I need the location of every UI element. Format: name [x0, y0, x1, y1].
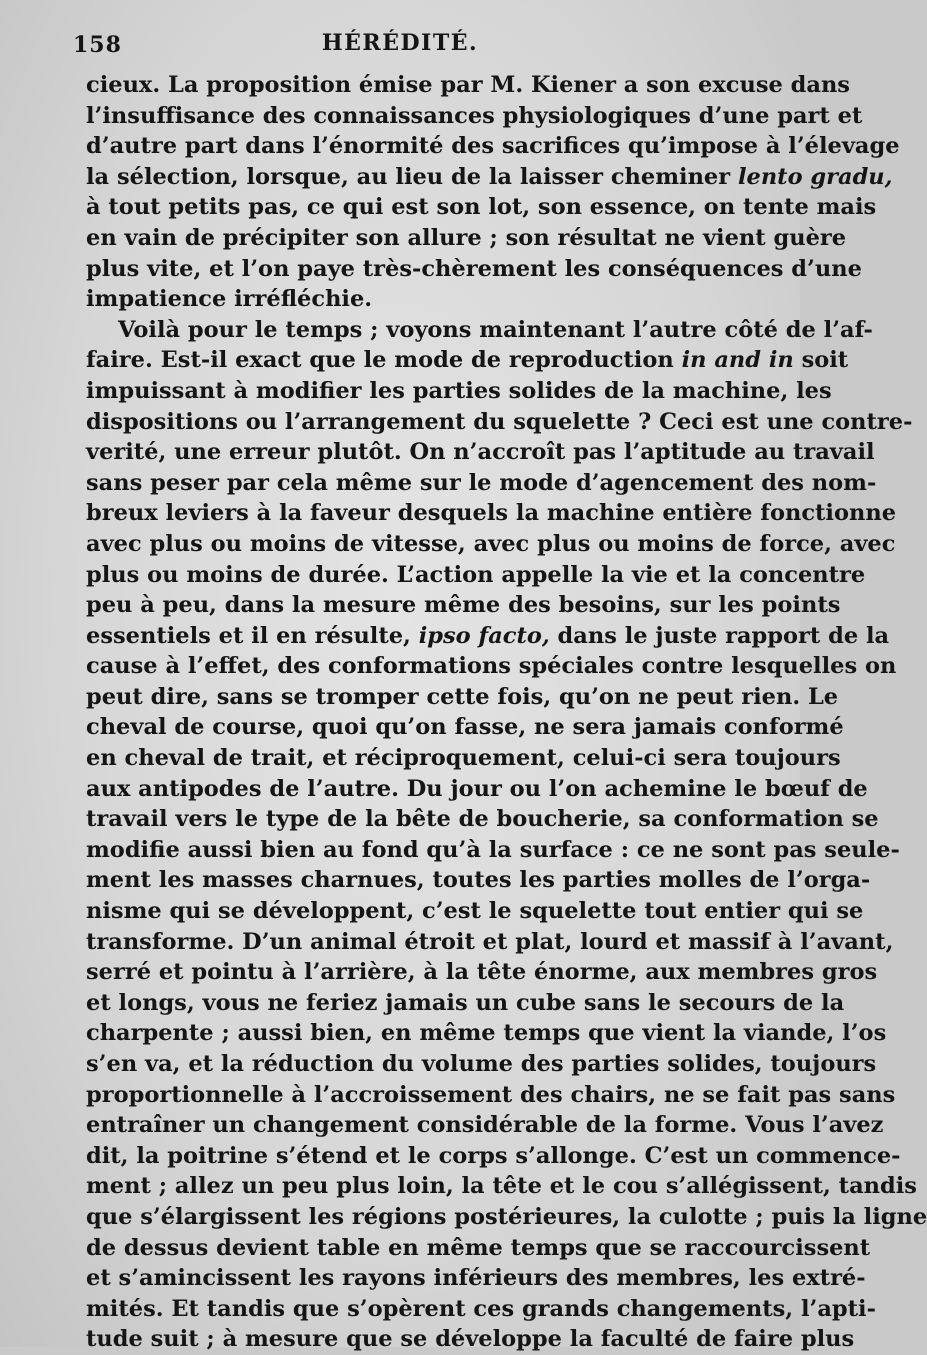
text-line: plus vite, et l’on paye très-chèrement les conséquences d’une [86, 255, 862, 282]
text-segment: essentiels et il en résulte, [86, 622, 411, 649]
text-segment: dans le juste rapport de la [549, 622, 890, 649]
text-line: breux leviers à la faveur desquels la machine entière fonctionne [86, 500, 897, 527]
text-line: impatience irréfléchie. [86, 286, 373, 313]
text-line: sans peser par cela même sur le mode d’agencement des nom- [86, 469, 877, 496]
text-line: s’en va, et la réduction du volume des parties solides, toujours [86, 1051, 877, 1077]
text-line: et longs, vous ne feriez jamais un cube sans le secours de la [86, 989, 845, 1016]
text-line: en vain de précipiter son allure ; son résultat ne vient guère [86, 224, 847, 251]
text-line: avec plus ou moins de vitesse, avec plus ou moins de force, avec [86, 530, 896, 557]
text-line: charpente ; aussi bien, en même temps que vient la viande, l’os [86, 1020, 887, 1047]
text-line: l’insuffisance des connaissances physiologiques d’une part et [86, 102, 863, 129]
text-line: modifie aussi bien au fond qu’à la surface : ce ne sont pas seule- [86, 836, 900, 863]
text-line: dit, la poitrine s’étend et le corps s’allonge. C’est un commence- [86, 1142, 901, 1169]
text-line: entraîner un changement considérable de la forme. Vous l’avez [86, 1112, 884, 1139]
text-segment: soit [793, 347, 849, 374]
text-line: cause à l’effet, des conformations spéciales contre lesquelles on [86, 653, 897, 680]
running-head: HÉRÉDITÉ. [321, 30, 479, 56]
text-line: tude suit ; à mesure que se développe la faculté de faire plus [86, 1326, 855, 1353]
text-line [86, 621, 890, 652]
text-line: serré et pointu à l’arrière, à la tête énorme, aux membres gros [86, 959, 878, 986]
text-line: mités. Et tandis que s’opèrent ces grands changements, l’apti- [86, 1295, 876, 1322]
text-line: aux antipodes de l’autre. Du jour ou l’on achemine le bœuf de [86, 775, 868, 802]
text-line: Voilà pour le temps ; voyons maintenant l’autre côté de l’af- [118, 316, 873, 343]
text-line: et s’amincissent les rayons inférieurs des membres, les extré- [86, 1265, 866, 1292]
text-line: d’autre part dans l’énormité des sacrifices qu’impose à l’élevage [86, 133, 900, 160]
text-line: proportionnelle à l’accroissement des chairs, ne se fait pas sans [86, 1081, 896, 1108]
body-text [86, 70, 927, 1355]
text-line: cieux. La proposition émise par M. Kiener a son excuse dans [86, 72, 850, 98]
text-line: dispositions ou l’arrangement du squelette ? Ceci est une contre- [86, 408, 913, 435]
text-line: peu à peu, dans la mesure même des besoins, sur les points [86, 592, 841, 619]
text-line: transforme. D’un animal étroit et plat, lourd et massif à l’avant, [86, 928, 894, 955]
text-line: ment ; allez un peu plus loin, la tête et le cou s’allégissent, tandis [86, 1173, 917, 1200]
italic-phrase: lento gradu, [737, 163, 893, 190]
page-header [0, 22, 800, 62]
text-line [86, 162, 893, 193]
text-line [86, 345, 849, 376]
text-line: à tout petits pas, ce qui est son lot, son essence, on tente mais [86, 194, 877, 221]
text-line: plus ou moins de durée. L’action appelle la vie et la concentre [86, 561, 866, 588]
text-line: travail vers le type de la bête de boucherie, sa conformation se [86, 806, 879, 833]
text-line: ment les masses charnues, toutes les parties molles de l’orga- [86, 867, 871, 894]
text-line: que s’élargissent les régions postérieures, la culotte ; puis la ligne [86, 1203, 927, 1230]
text-line: nisme qui se développent, c’est le squelette tout entier qui se [86, 898, 864, 925]
italic-phrase: in and in [681, 347, 794, 374]
text-line: verité, une erreur plutôt. On n’accroît pas l’aptitude au travail [86, 439, 875, 466]
italic-phrase: ipso facto, [418, 622, 550, 649]
text-line: en cheval de trait, et réciproquement, celui-ci sera toujours [86, 745, 841, 772]
text-segment: la sélection, lorsque, au lieu de la laisser cheminer [86, 163, 731, 190]
text-line: de dessus devient table en même temps que se raccourcissent [86, 1234, 871, 1261]
page-number: 158 [73, 32, 122, 58]
text-segment: faire. Est-il exact que le mode de reproduction [86, 347, 674, 374]
text-line: cheval de course, quoi qu’on fasse, ne sera jamais conformé [86, 714, 844, 741]
text-line: impuissant à modifier les parties solides de la machine, les [86, 377, 832, 404]
text-line: peut dire, sans se tromper cette fois, qu’on ne peut rien. Le [86, 683, 839, 710]
